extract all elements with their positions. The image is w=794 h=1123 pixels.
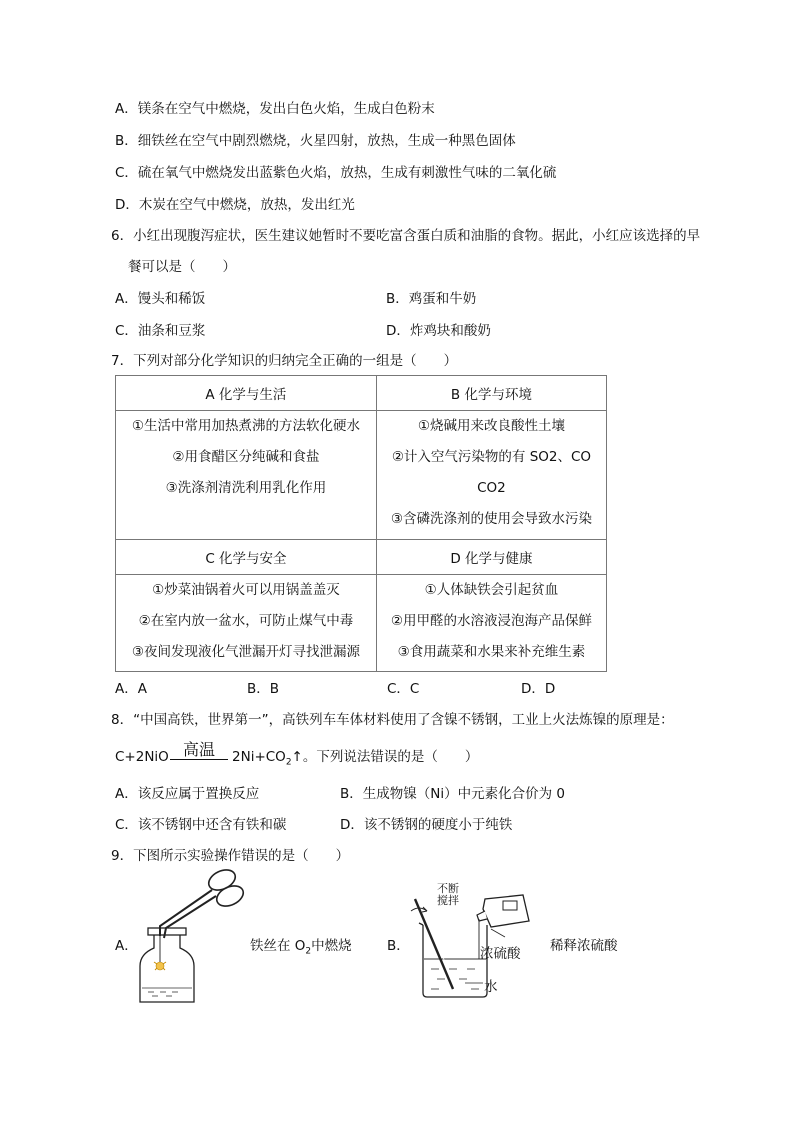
cell-b-title: B 化学与环境	[376, 376, 606, 411]
cell-a-line: ②用食醋区分纯碱和食盐	[172, 449, 320, 465]
equation-subscript: 2	[285, 757, 292, 768]
figure-a-caption-pre: 铁丝在 O	[250, 938, 306, 954]
cell-d-line: ①人体缺铁会引起贫血	[424, 582, 559, 598]
cell-b-line: CO2	[477, 480, 506, 496]
q6-option-d: D．炸鸡块和酸奶	[386, 323, 491, 339]
equation-tail: ↑。下列说法错误的是（ ）	[291, 749, 479, 765]
q8-option-c: C．该不锈钢中还含有铁和碳	[115, 817, 287, 833]
q7-option-a: A．A	[115, 681, 147, 697]
q9-stem: 9．下图所示实验操作错误的是（ ）	[111, 848, 350, 864]
equation-right: 2Ni+CO	[232, 749, 286, 765]
cell-b-line: ③含磷洗涤剂的使用会导致水污染	[390, 511, 592, 527]
cell-d-title: D 化学与健康	[376, 540, 606, 575]
q5-option-d: D．木炭在空气中燃烧，放热，发出红光	[115, 197, 355, 213]
cell-c-line: ①炒菜油锅着火可以用锅盖盖灭	[152, 582, 340, 598]
q5-option-c: C．硫在氧气中燃烧发出蓝紫色火焰，放热，生成有刺激性气味的二氧化硫	[115, 165, 557, 181]
q6-option-c: C．油条和豆浆	[115, 323, 206, 339]
stir-label-line1: 不断	[437, 882, 459, 895]
equation-right-block	[232, 748, 478, 772]
cell-b-body	[376, 411, 606, 540]
cell-a-body	[116, 411, 377, 540]
figure-a-caption-post: 中燃烧	[311, 938, 352, 954]
figure-a-caption	[250, 934, 352, 957]
equation-left: C+2NiO	[115, 749, 169, 765]
q5-option-b: B．细铁丝在空气中剧烈燃烧，火星四射，放热，生成一种黑色固体	[115, 133, 516, 149]
q5-option-a: A．镁条在空气中燃烧，发出白色火焰，生成白色粉末	[115, 101, 435, 117]
figure-a-letter: A．	[115, 938, 138, 954]
q6-stem-line1: 6．小红出现腹泻症状，医生建议她暂时不要吃富含蛋白质和油脂的食物。据此，小红应该选择的早	[111, 228, 701, 244]
cell-c-title: C 化学与安全	[116, 540, 377, 575]
cell-d-line: ③食用蔬菜和水果来补充维生素	[397, 644, 586, 660]
water-label: 水	[484, 979, 498, 995]
knowledge-table	[115, 375, 607, 672]
q6-stem-line2: 餐可以是（ ）	[128, 259, 236, 275]
q7-option-c: C．C	[387, 681, 420, 697]
stir-label	[437, 883, 459, 907]
acid-label: 浓硫酸	[480, 946, 521, 962]
q6-option-b: B．鸡蛋和牛奶	[386, 291, 477, 307]
figure-a-caption-sub: 2	[305, 946, 312, 957]
cell-c-line: ②在室内放一盆水，可防止煤气中毒	[138, 613, 354, 629]
cell-a-title: A 化学与生活	[116, 376, 377, 411]
cell-b-line: ②计入空气污染物的有 SO2、CO	[391, 449, 592, 465]
q8-stem: 8．“中国高铁，世界第一”，高铁列车车体材料使用了含镍不锈钢，工业上火法炼镍的原理是：	[111, 712, 674, 728]
cell-a-line: ③洗涤剂清洗利用乳化作用	[165, 480, 327, 496]
q7-option-b: B．B	[247, 681, 280, 697]
q8-option-b: B．生成物镍（Ni）中元素化合价为 0	[340, 786, 565, 802]
q7-stem: 7．下列对部分化学知识的归纳完全正确的一组是（ ）	[111, 353, 458, 369]
q8-option-d: D．该不锈钢的硬度小于纯铁	[340, 817, 513, 833]
stir-label-line2: 搅拌	[437, 894, 459, 907]
equation-condition: 高温	[170, 740, 228, 760]
q7-option-d: D．D	[521, 681, 556, 697]
iron-wire-combustion-figure	[130, 862, 250, 1010]
figure-b-letter: B．	[387, 938, 410, 954]
q6-option-a: A．馒头和稀饭	[115, 291, 206, 307]
q8-option-a: A．该反应属于置换反应	[115, 786, 260, 802]
figure-b-caption: 稀释浓硫酸	[550, 938, 618, 954]
cell-d-body	[376, 575, 606, 672]
cell-b-line: ①烧碱用来改良酸性土壤	[417, 418, 565, 434]
cell-c-line: ③夜间发现液化气泄漏开灯寻找泄漏源	[131, 644, 360, 660]
cell-c-body	[116, 575, 377, 672]
cell-a-line: ①生活中常用加热煮沸的方法软化硬水	[131, 418, 360, 434]
cell-d-line: ②用甲醛的水溶液浸泡海产品保鲜	[390, 613, 592, 629]
